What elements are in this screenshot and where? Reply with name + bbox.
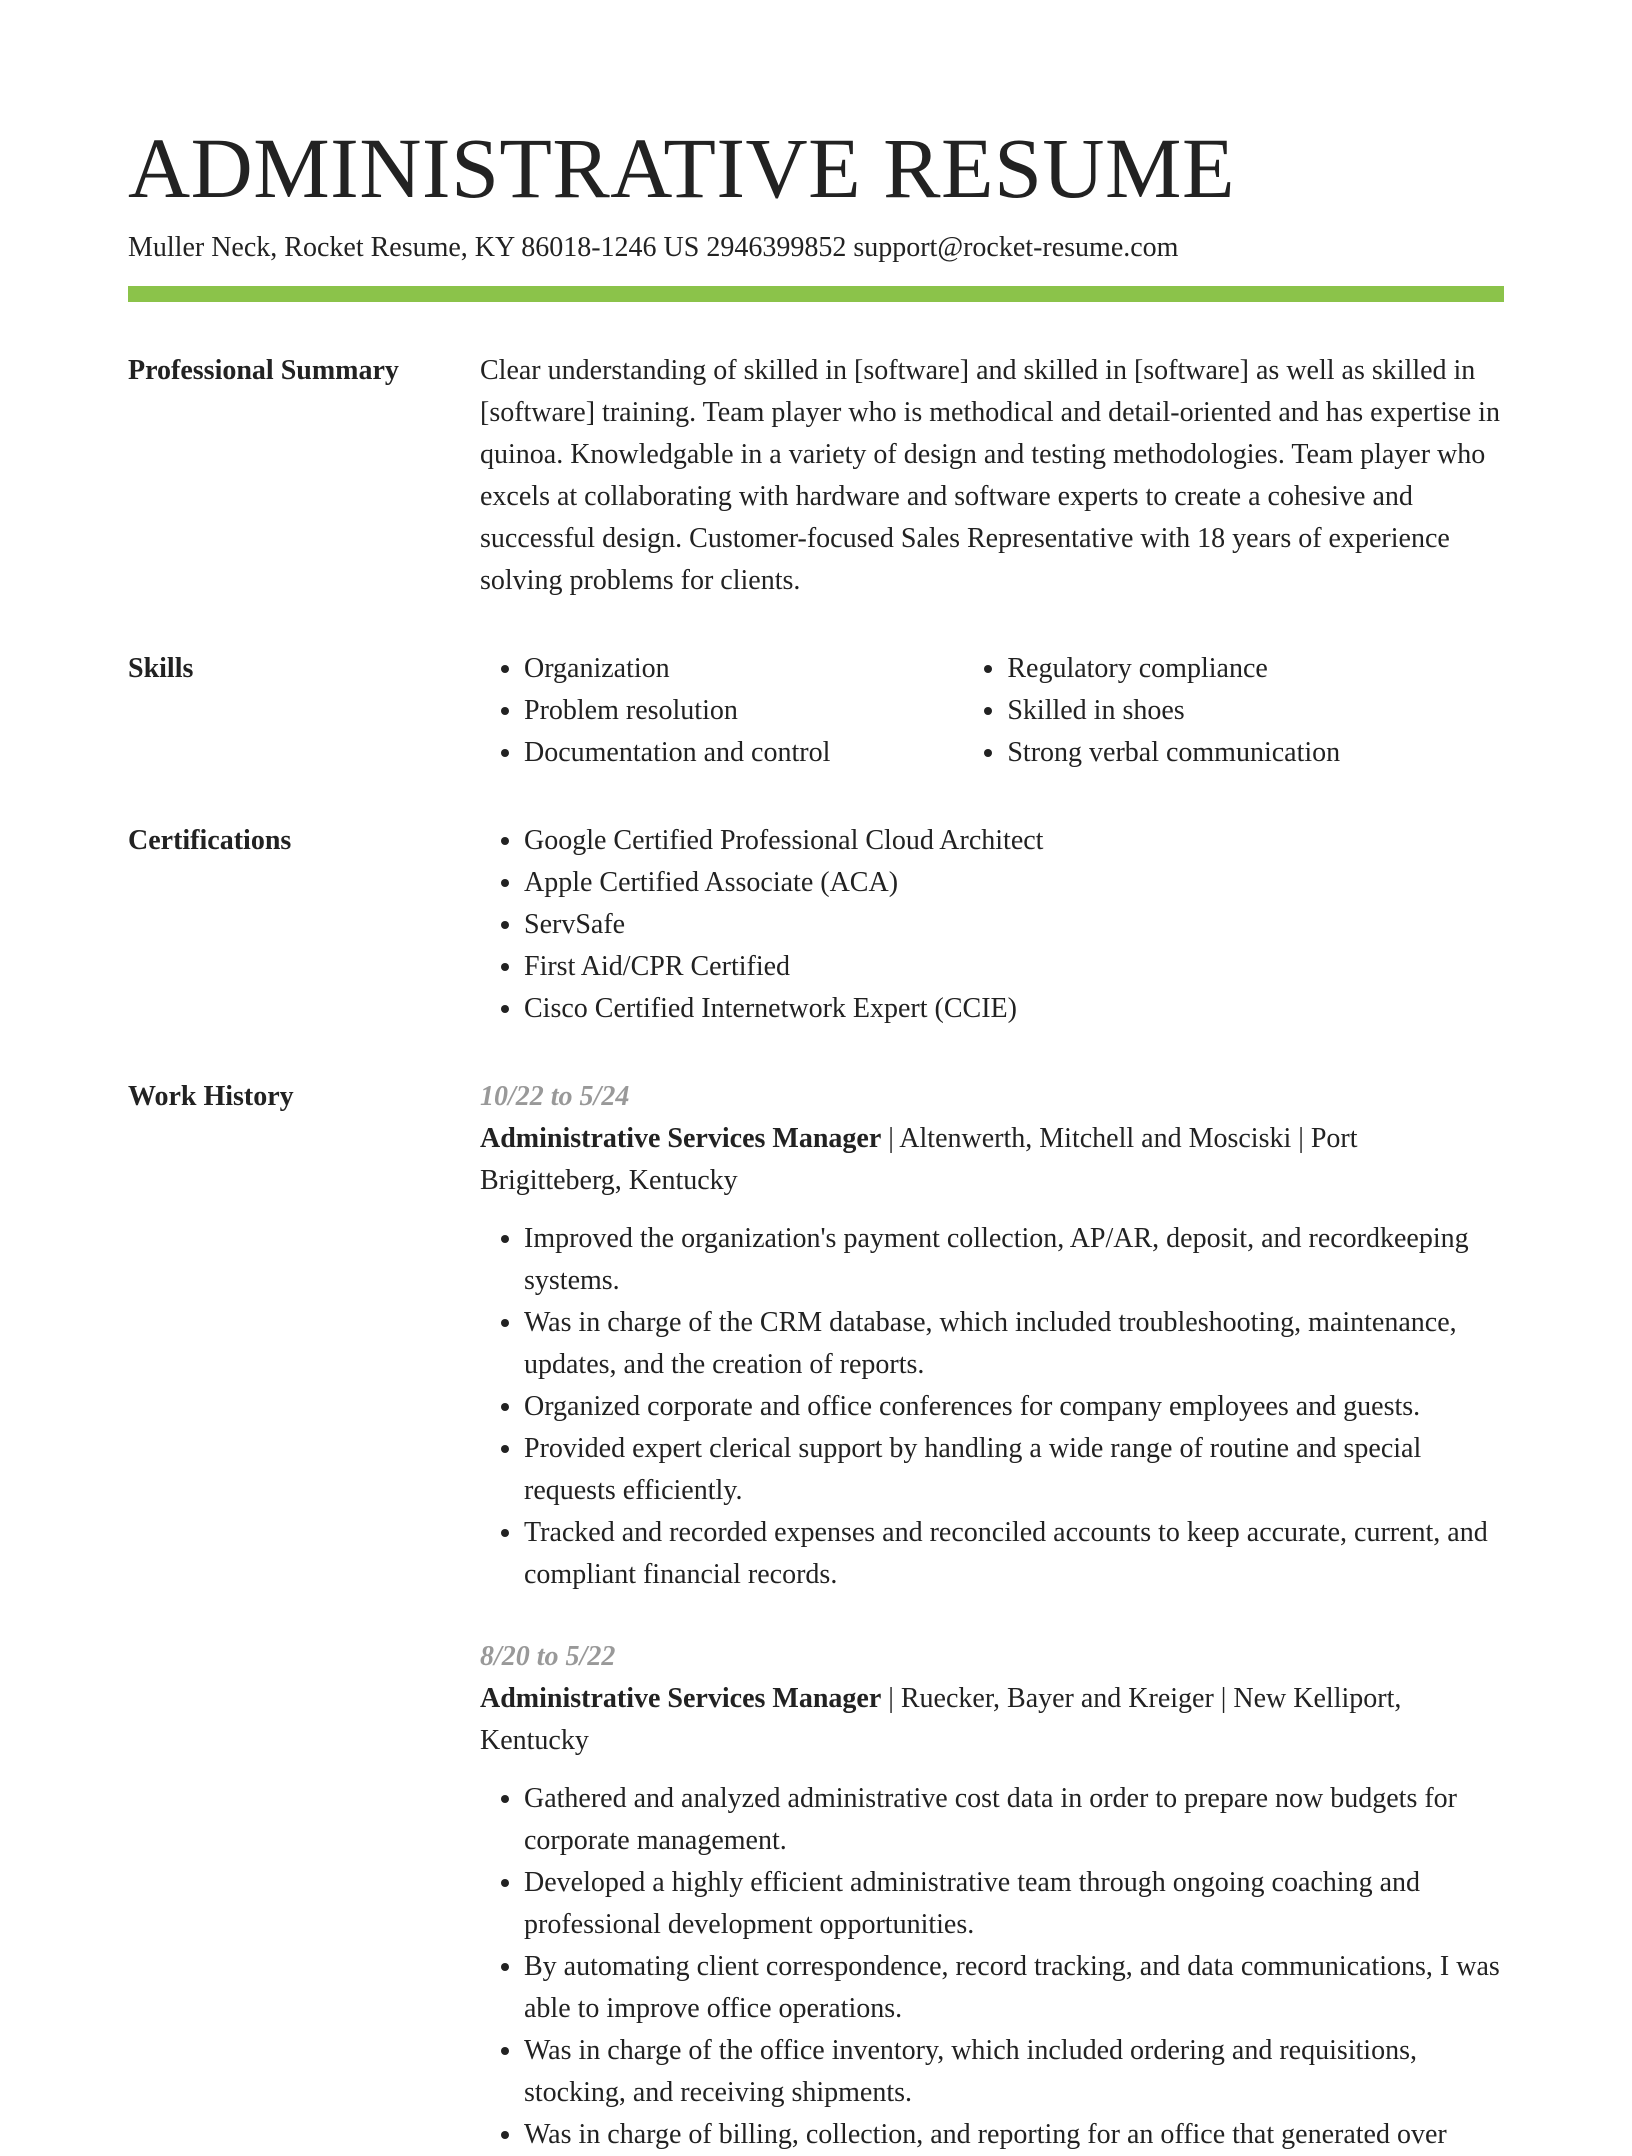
- job-title-line: [480, 1678, 1504, 1762]
- work-history-body: [480, 1076, 1504, 2156]
- work-history-section: [128, 1076, 1504, 2156]
- certification-item: • Cisco Certified Internetwork Expert (CCIE): [524, 988, 1504, 1030]
- job-bullet: • By automating client correspondence, record tracking, and data communications, I was able to improve office operations.: [524, 1946, 1504, 2030]
- skill-item: • Organization: [524, 648, 963, 690]
- job-bullet: • Tracked and recorded expenses and reconciled accounts to keep accurate, current, and compliant financial records.: [524, 1512, 1504, 1596]
- skill-item: • Regulatory compliance: [1007, 648, 1504, 690]
- skills-body: [480, 648, 1504, 774]
- summary-section: [128, 350, 1504, 602]
- skill-item: • Strong verbal communication: [1007, 732, 1504, 774]
- skill-item: • Skilled in shoes: [1007, 690, 1504, 732]
- job-employer-location: | Altenwerth, Mitchell and Mosciski | Port Brigitteberg, Kentucky: [480, 1123, 1358, 1196]
- resume-title: ADMINISTRATIVE RESUME: [128, 120, 1235, 216]
- skills-list-left: [480, 648, 963, 774]
- job-bullet: • Developed a highly efficient administrative team through ongoing coaching and professional development opportunities.: [524, 1862, 1504, 1946]
- certification-item: • Google Certified Professional Cloud Architect: [524, 820, 1504, 862]
- contact-line: Muller Neck, Rocket Resume, KY 86018-1246 US 2946399852 support@rocket-resume.com: [128, 232, 1179, 263]
- resume-page: [128, 0, 1504, 2156]
- job-employer-location: | Ruecker, Bayer and Kreiger | New Kelliport, Kentucky: [480, 1683, 1402, 1756]
- skills-list-right: [963, 648, 1504, 774]
- job-bullet: • Gathered and analyzed administrative cost data in order to prepare now budgets for corporate management.: [524, 1778, 1504, 1862]
- section-label-work-history: Work History: [128, 1081, 294, 1112]
- job-bullets: [480, 1218, 1504, 1596]
- job-bullet: • Provided expert clerical support by handling a wide range of routine and special requests efficiently.: [524, 1428, 1504, 1512]
- skills-section: [128, 648, 1504, 774]
- summary-body: [480, 350, 1504, 602]
- job-entry: [480, 1636, 1504, 2156]
- job-title: Administrative Services Manager: [480, 1123, 882, 1154]
- job-bullet: • Organized corporate and office conferences for company employees and guests.: [524, 1386, 1504, 1428]
- job-bullet: • Was in charge of the office inventory, which included ordering and requisitions, stocking, and receiving shipments.: [524, 2030, 1504, 2114]
- job-bullet: • Was in charge of the CRM database, which included troubleshooting, maintenance, updates, and the creation of reports.: [524, 1302, 1504, 1386]
- skill-item: • Problem resolution: [524, 690, 963, 732]
- skills-grid: [480, 648, 1504, 774]
- job-bullet: • Was in charge of billing, collection, and reporting for an office that generated over: [524, 2114, 1504, 2156]
- skill-item: • Documentation and control: [524, 732, 963, 774]
- accent-divider: [128, 286, 1504, 302]
- certification-item: • ServSafe: [524, 904, 1504, 946]
- section-label-skills: Skills: [128, 653, 194, 684]
- certifications-list: [480, 820, 1504, 1030]
- job-date: 8/20 to 5/22: [480, 1641, 616, 1672]
- summary-text: Clear understanding of skilled in [software] and skilled in [software] as well as skilled in [software] training. Team player who is methodical and detail-oriented and has expertise in quinoa. Knowledgable in a variety of design and testing methodologies. Team player who excels at collaborating with hardware and software experts to create a cohesive and successful design. Customer-focused Sales Representative with 18 years of experience solving problems for clients.: [480, 355, 1500, 596]
- certification-item: • First Aid/CPR Certified: [524, 946, 1504, 988]
- job-title-line: [480, 1118, 1504, 1202]
- job-bullets: [480, 1778, 1504, 2156]
- job-entry: [480, 1076, 1504, 1596]
- job-title: Administrative Services Manager: [480, 1683, 882, 1714]
- section-label-certifications: Certifications: [128, 825, 292, 856]
- section-label-summary: Professional Summary: [128, 355, 399, 386]
- certifications-body: [480, 820, 1504, 1030]
- certification-item: • Apple Certified Associate (ACA): [524, 862, 1504, 904]
- job-date: 10/22 to 5/24: [480, 1081, 630, 1112]
- certifications-section: [128, 820, 1504, 1030]
- job-bullet: • Improved the organization's payment collection, AP/AR, deposit, and recordkeeping systems.: [524, 1218, 1504, 1302]
